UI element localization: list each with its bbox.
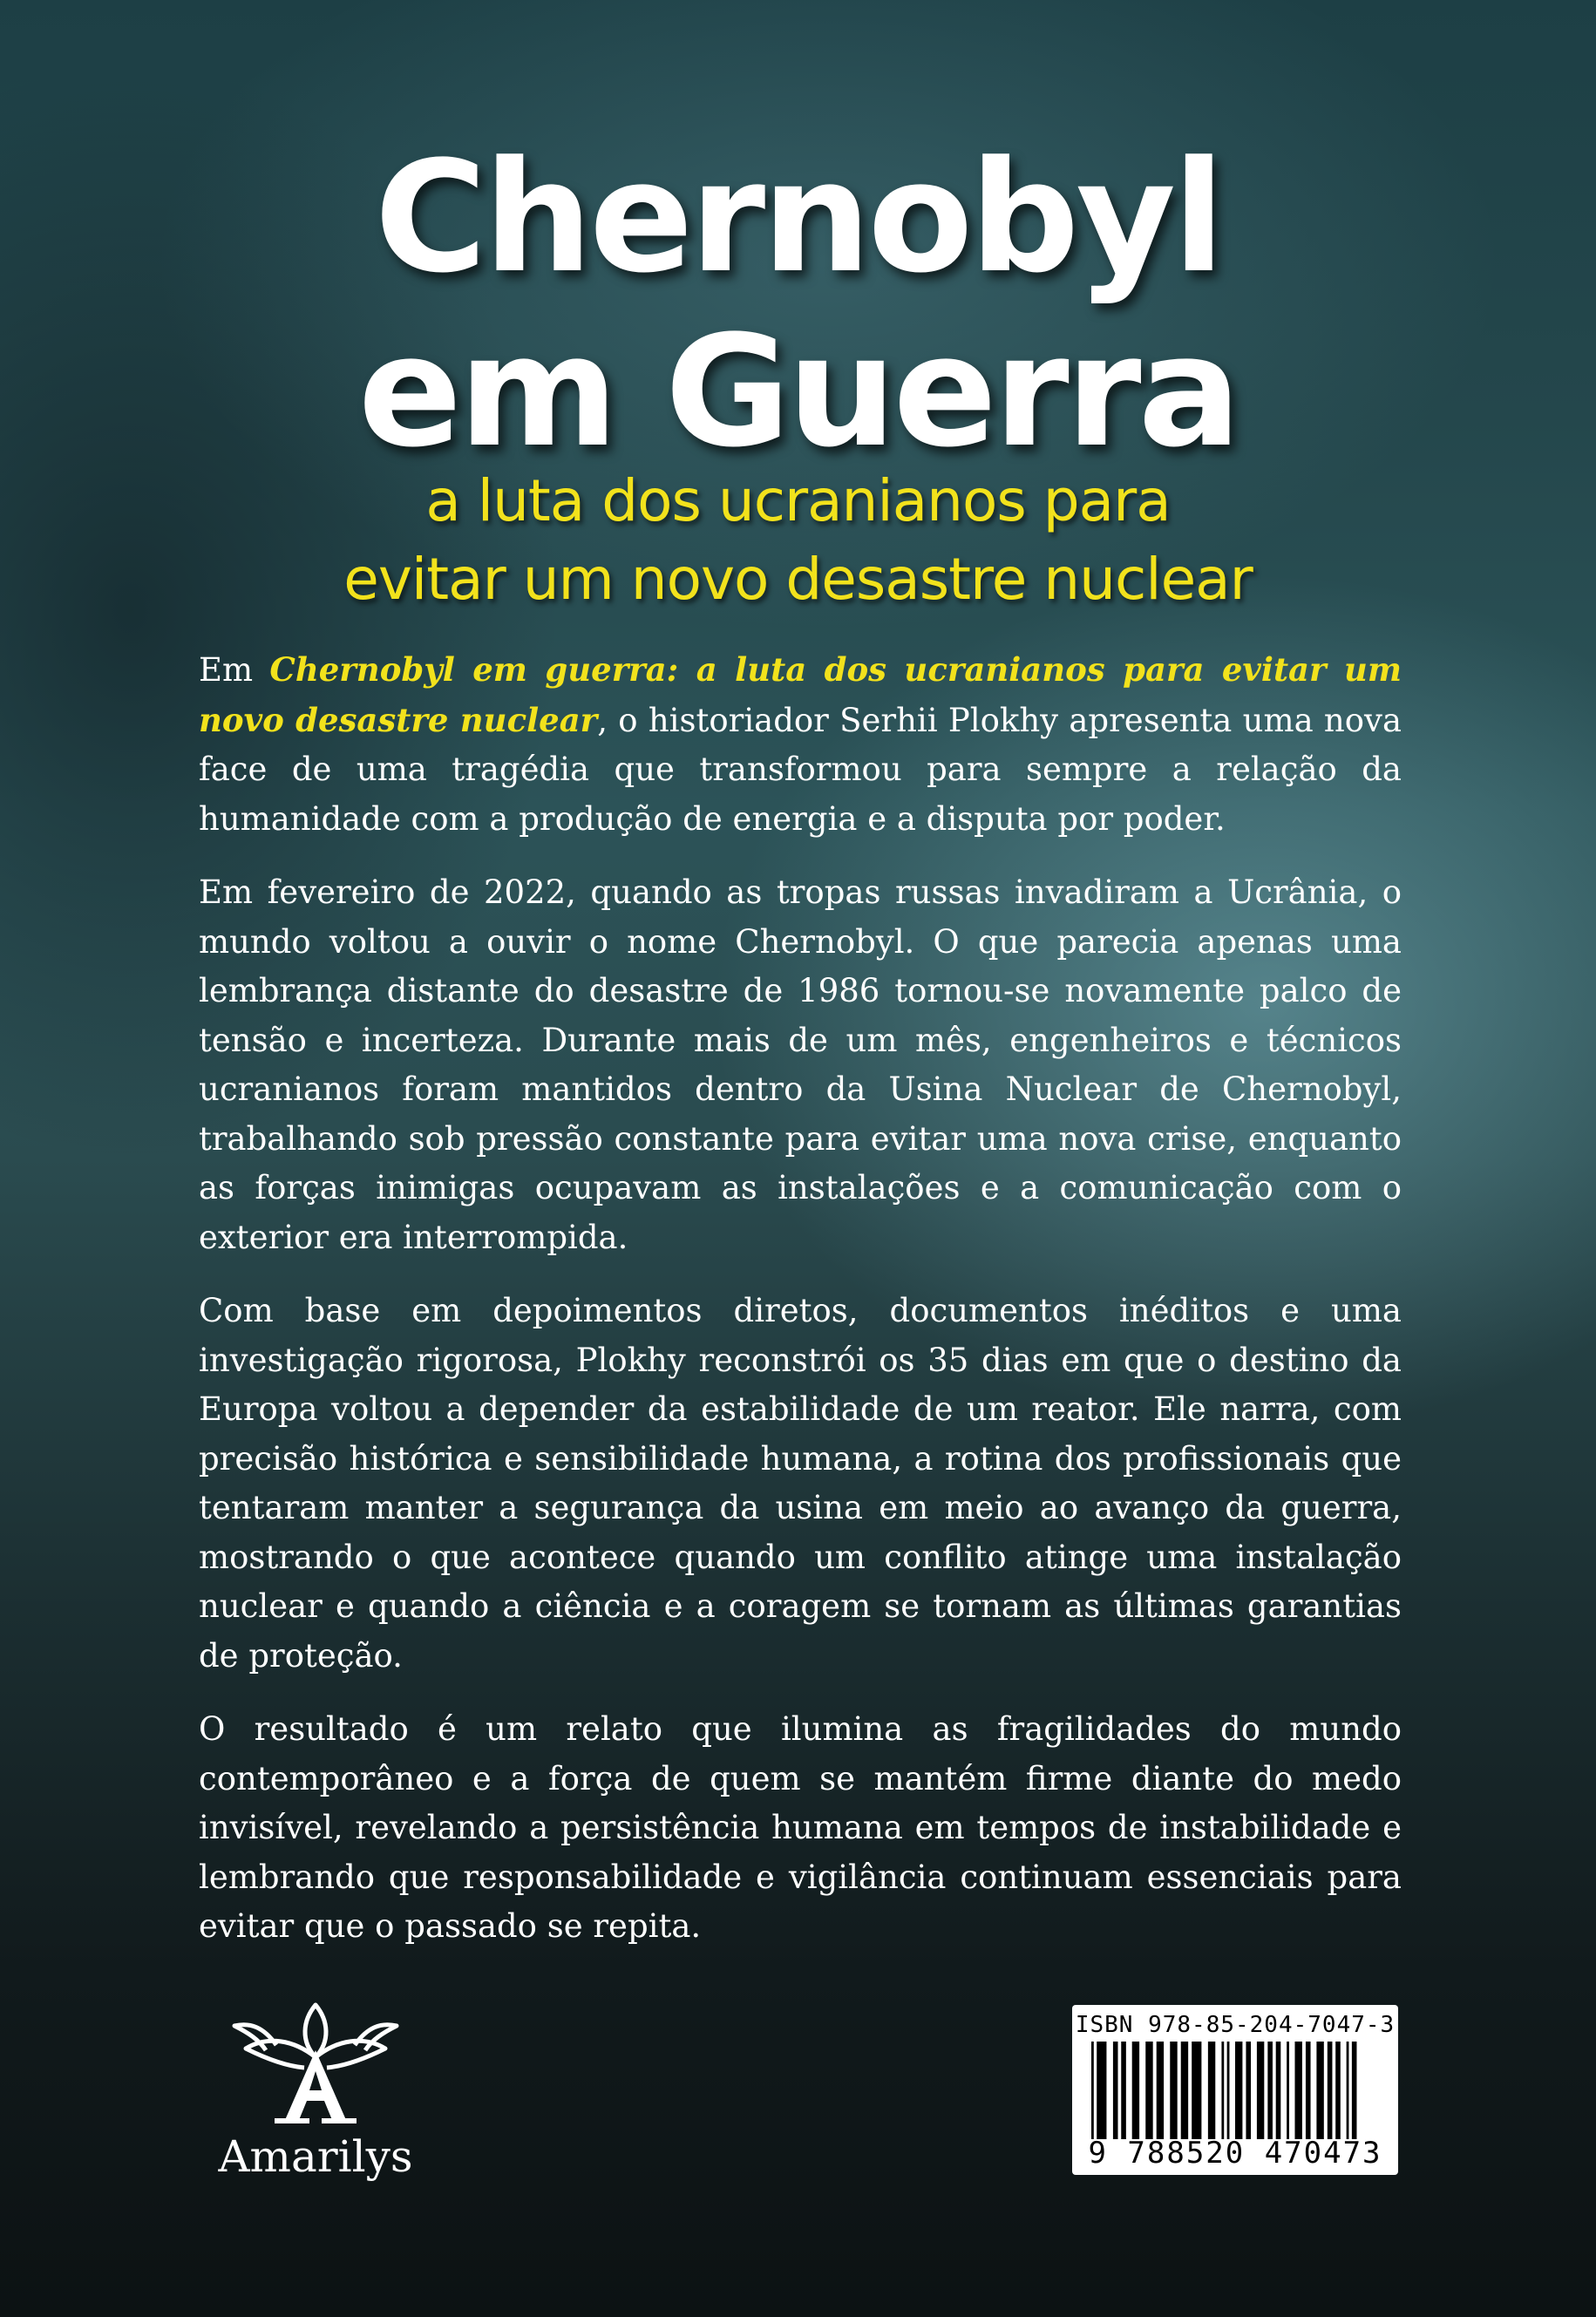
- barcode-bar: [1113, 2042, 1118, 2139]
- book-title-line-1: Chernobyl: [374, 128, 1222, 307]
- barcode-bar: [1227, 2042, 1230, 2139]
- barcode-bar: [1246, 2042, 1251, 2139]
- synopsis-p1-rest: , o historiador Serhii Plokhy apresenta uma nova face de uma tragédia que transformou para sempre a relação da humanidade com a produção de energia e a disputa por poder.: [199, 701, 1402, 838]
- book-subtitle-line-2: evitar um novo desastre nuclear: [343, 546, 1253, 613]
- barcode-bar: [1235, 2042, 1242, 2139]
- book-subtitle: [0, 462, 1596, 619]
- barcode-bar: [1306, 2042, 1311, 2139]
- barcode-bar: [1257, 2042, 1264, 2139]
- barcode-bar: [1316, 2042, 1323, 2139]
- barcode-bar: [1328, 2042, 1333, 2139]
- barcode-bar: [1221, 2042, 1224, 2139]
- barcode-bar: [1347, 2042, 1349, 2139]
- book-title-line-2: em Guerra: [357, 302, 1239, 481]
- book-title: [0, 128, 1596, 481]
- synopsis-paragraph-2: Em fevereiro de 2022, quando as tropas russas invadiram a Ucrânia, o mundo voltou a ouvir o nome Chernobyl. O que parecia apenas uma lembrança distante do desastre de 1986 tornou-se novamente palco de tensão e incerteza. Durante mais de um mês, engenheiros e técnicos ucranianos foram mantidos dentro da Usina Nuclear de Chernobyl, trabalhando sob pressão constante para evitar uma nova crise, enquanto as forças inimigas ocupavam as instalações e a comunicação com o exterior era interrompida.: [199, 873, 1402, 1256]
- barcode-bar: [1294, 2042, 1301, 2139]
- publisher-name: Amarilys: [218, 2131, 413, 2182]
- synopsis-p1-intro: Em: [199, 651, 270, 689]
- ean-digits: 9 788520 470473: [1088, 2136, 1382, 2171]
- barcode-bar: [1335, 2042, 1341, 2139]
- barcode-bar: [1170, 2042, 1177, 2139]
- barcode-bar: [1192, 2042, 1201, 2139]
- isbn-label: ISBN 978-85-204-7047-3: [1075, 2012, 1396, 2038]
- barcode-bar: [1121, 2042, 1126, 2139]
- barcode-bar: [1267, 2042, 1273, 2139]
- book-subtitle-line-1: a luta dos ucranianos para: [425, 467, 1171, 534]
- synopsis-paragraph-4: O resultado é um relato que ilumina as fragilidades do mundo contemporâneo e a força de quem se mantém firme diante do medo invisível, revelando a persistência humana em tempos de instabilidade e lembrando que responsabilidade e vigilância continuam essenciais para evitar que o passado se repita.: [199, 1710, 1402, 1945]
- barcode-bar: [1208, 2042, 1215, 2139]
- barcode-bar: [1145, 2042, 1152, 2139]
- amarilys-flower-logo-icon: [224, 1996, 407, 2127]
- synopsis: [199, 645, 1402, 1976]
- barcode-bar: [1157, 2042, 1164, 2139]
- barcode-bar: [1181, 2042, 1188, 2139]
- barcode-bar: [1132, 2042, 1139, 2139]
- barcode-bar: [1287, 2042, 1289, 2139]
- barcode-bars: [1091, 2042, 1379, 2139]
- synopsis-book-title: Chernobyl em guerra: a luta dos ucranianos para evitar um novo desastre nuclear: [199, 650, 1402, 739]
- isbn-barcode: [1072, 2005, 1398, 2175]
- synopsis-paragraph-1: [199, 645, 1402, 844]
- barcode-bar: [1097, 2042, 1106, 2139]
- publisher-logo: [194, 1996, 438, 2197]
- barcode-bar: [1276, 2042, 1281, 2139]
- barcode-bar: [1091, 2042, 1094, 2139]
- barcode-bar: [1352, 2042, 1357, 2139]
- synopsis-paragraph-3: Com base em depoimentos diretos, documentos inéditos e uma investigação rigorosa, Plokhy reconstrói os 35 dias em que o destino da Europa voltou a depender da estabilidade de um reator. Ele narra, com precisão histórica e sensibilidade humana, a rotina dos profissionais que tentaram manter a segurança da usina em meio ao avanço da guerra, mostrando o que acontece quando um conflito atinge uma instalação nuclear e quando a ciência e a coragem se tornam as últimas garantias de proteção.: [199, 1292, 1402, 1675]
